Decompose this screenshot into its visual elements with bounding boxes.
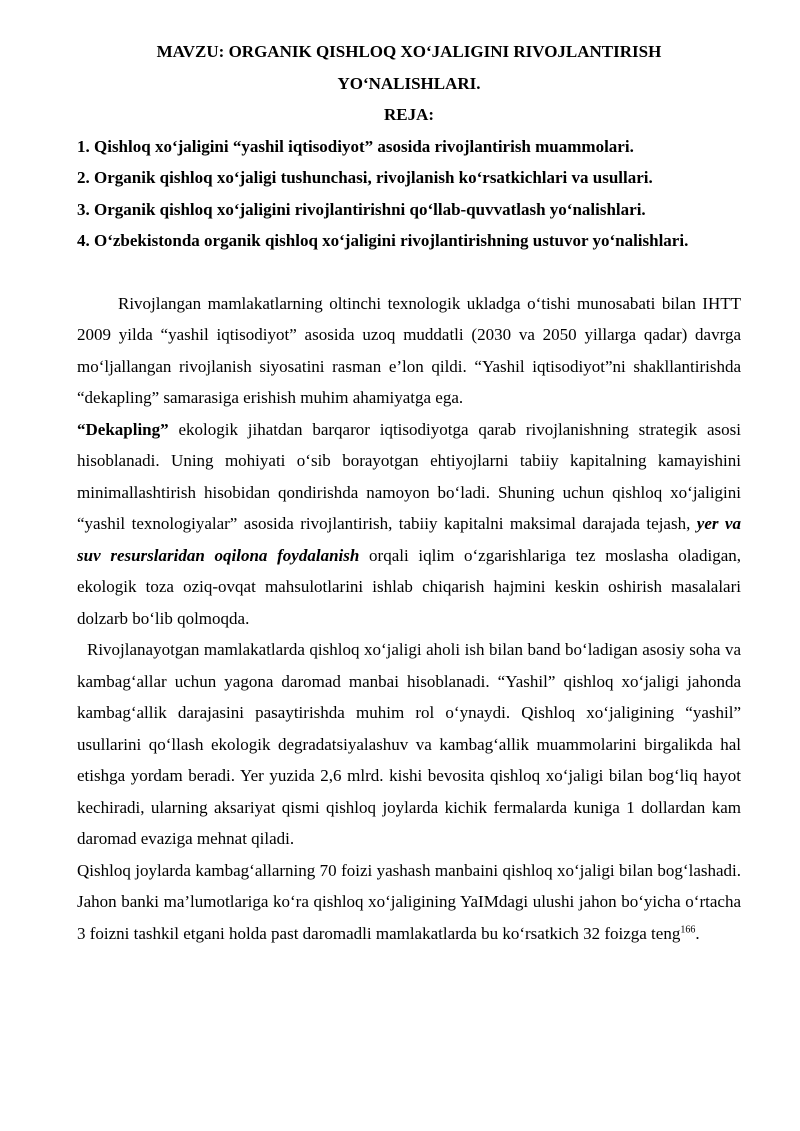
- paragraph-4: [77, 855, 741, 950]
- paragraph-1: Rivojlangan mamlakatlarning oltinchi texnologik ukladga o‘tishi munosabati bilan IHTT 2009 yilda “yashil iqtisodiyot” asosida uzoq muddatli (2030 va 2050 yillarga qadar) davrga mo‘ljallangan rivojlanish siyosatini rasman e’lon qildi. “Yashil iqtisodiyot”ni shakllantirishda “dekapling” samarasiga erishish muhim ahamiyatga ega.: [77, 293, 741, 407]
- paragraph-4-end: .: [695, 923, 700, 943]
- footnote-reference: 166: [680, 923, 696, 935]
- paragraph-3: Rivojlanayotgan mamlakatlarda qishloq xo‘jaligi aholi ish bilan band bo‘ladigan asosiy soha va kambag‘allar uchun yagona daromad manbai hisoblanadi. “Yashil” qishloq xo‘jaligi jahonda kambag‘allik darajasini pasaytirishda muhim rol o‘ynaydi. Qishloq xo‘jaligining “yashil” usullarini qo‘llash ekologik degradatsiyalashuv va kambag‘allik muammolarini birgalikda hal etishga yordam beradi. Yer yuzida 2,6 mlrd. kishi bevosita qishloq xo‘jaligi bilan bog‘liq hayot kechiradi, ularning aksariyat qismi qishloq joylarda kichik fermalarda kuniga 1 dollardan kam daromad evaziga mehnat qiladi.: [77, 640, 741, 848]
- plan-item-4: 4. O‘zbekistonda organik qishloq xo‘jaligini rivojlantirishning ustuvor yo‘nalishlari.: [77, 231, 689, 250]
- document-page: [77, 36, 741, 949]
- document-title-line-1: MAVZU: ORGANIK QISHLOQ XO‘JALIGINI RIVOJLANTIRISH: [156, 42, 662, 61]
- term-dekapling: “Dekapling”: [77, 419, 169, 439]
- emphasis-resources: yer va suv resurslaridan oqilona foydalanish: [77, 514, 741, 565]
- plan-heading: REJA:: [383, 105, 435, 124]
- paragraph-2: [77, 414, 741, 635]
- plan-item-3: 3. Organik qishloq xo‘jaligini rivojlantirishni qo‘llab-quvvatlash yo‘nalishlari.: [77, 199, 646, 219]
- document-title-line-2: YO‘NALISHLARI.: [337, 73, 481, 93]
- section-spacer: [77, 257, 741, 288]
- plan-item-1: 1. Qishloq xo‘jaligini “yashil iqtisodiyot” asosida rivojlantirish muammolari.: [77, 136, 634, 156]
- paragraph-2-text-b: orqali iqlim o‘zgarishlariga tez moslasha oladigan, ekologik toza oziq-ovqat mahsulotlarini ishlab chiqarish hajmini keskin oshirish masalalari dolzarb bo‘lib qolmoqda.: [77, 545, 741, 628]
- paragraph-2-text-a: ekologik jihatdan barqaror iqtisodiyotga qarab rivojlanishning strategik asosi hisoblanadi. Uning mohiyati o‘sib borayotgan ehtiyojlarni tabiiy kapitalning kamayishini minimallashtirish hisobidan qondirishda namoyon bo‘ladi. Shuning uchun qishloq xo‘jaligini “yashil texnologiyalar” asosida rivojlantirish, tabiiy kapitalni maksimal darajada tejash,: [77, 419, 741, 533]
- plan-item-2: 2. Organik qishloq xo‘jaligi tushunchasi, rivojlanish ko‘rsatkichlari va usullari.: [77, 168, 653, 187]
- paragraph-4-text: Qishloq joylarda kambag‘allarning 70 foizi yashash manbaini qishloq xo‘jaligi bilan bog‘lashadi. Jahon banki ma’lumotlariga ko‘ra qishloq xo‘jaligining YaIMdagi ulushi jahon bo‘yicha o‘rtacha 3 foizni tashkil etgani holda past daromadli mamlakatlarda bu ko‘rsatkich 32 foizga teng: [77, 860, 741, 943]
